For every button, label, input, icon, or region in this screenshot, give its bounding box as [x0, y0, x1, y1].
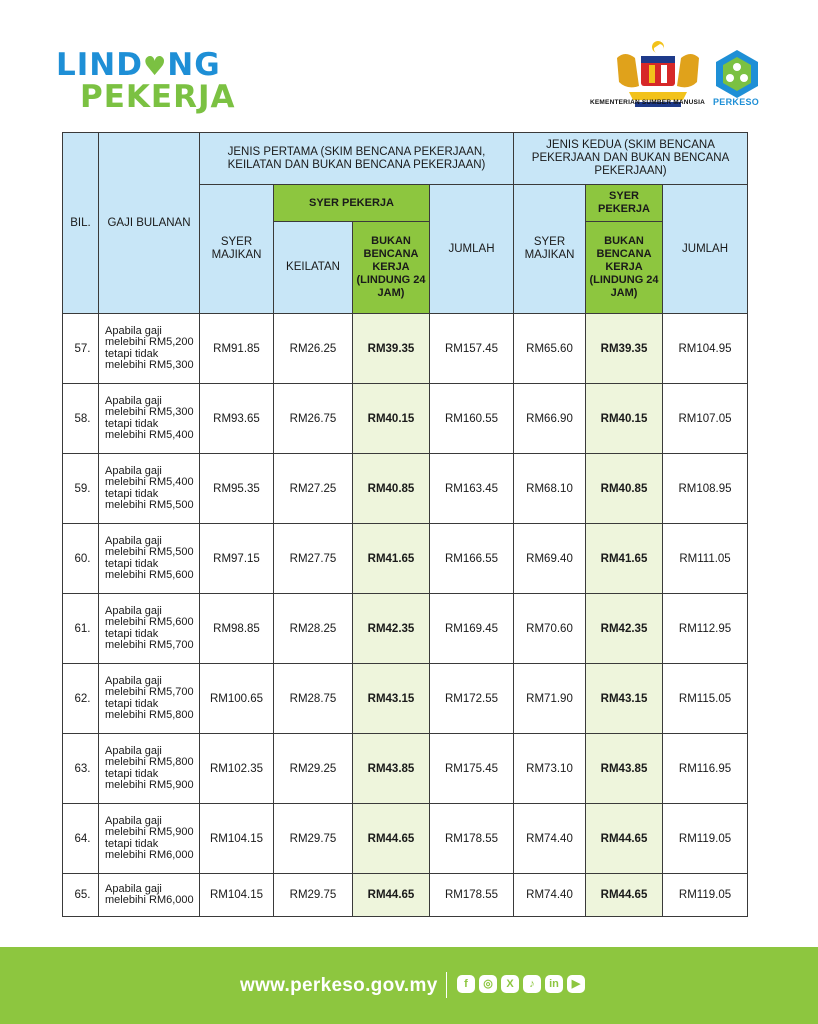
cell-j1-keilatan: RM27.25	[274, 454, 353, 524]
cell-j1-bukan-bencana: RM39.35	[353, 314, 430, 384]
cell-j2-bukan-bencana: RM44.65	[586, 874, 663, 917]
cell-j2-syer-majikan: RM74.40	[514, 874, 586, 917]
linkedin-icon[interactable]: in	[545, 975, 563, 993]
cell-bil: 59.	[63, 454, 99, 524]
cell-gaji-bulanan: Apabila gaji melebihi RM5,300 tetapi tidak melebihi RM5,400	[99, 384, 200, 454]
cell-gaji-bulanan: Apabila gaji melebihi RM6,000	[99, 874, 200, 917]
contribution-rate-table	[62, 132, 748, 917]
table-row	[63, 874, 748, 917]
cell-gaji-bulanan: Apabila gaji melebihi RM5,500 tetapi tidak melebihi RM5,600	[99, 524, 200, 594]
x-icon[interactable]: X	[501, 975, 519, 993]
cell-bil: 64.	[63, 804, 99, 874]
logo-line-lindung: LIND♥NG	[56, 47, 221, 83]
cell-j1-bukan-bencana: RM41.65	[353, 524, 430, 594]
header-j1-syer-majikan: SYER MAJIKAN	[200, 185, 274, 314]
cell-gaji-bulanan: Apabila gaji melebihi RM5,600 tetapi tidak melebihi RM5,700	[99, 594, 200, 664]
cell-bil: 60.	[63, 524, 99, 594]
cell-gaji-bulanan: Apabila gaji melebihi RM5,400 tetapi tidak melebihi RM5,500	[99, 454, 200, 524]
cell-j1-keilatan: RM28.75	[274, 664, 353, 734]
cell-j1-syer-majikan: RM104.15	[200, 874, 274, 917]
cell-j1-syer-majikan: RM91.85	[200, 314, 274, 384]
cell-j1-bukan-bencana: RM43.85	[353, 734, 430, 804]
cell-j1-syer-majikan: RM97.15	[200, 524, 274, 594]
cell-gaji-bulanan: Apabila gaji melebihi RM5,200 tetapi tidak melebihi RM5,300	[99, 314, 200, 384]
cell-gaji-bulanan: Apabila gaji melebihi RM5,800 tetapi tidak melebihi RM5,900	[99, 734, 200, 804]
cell-j2-syer-majikan: RM70.60	[514, 594, 586, 664]
cell-j2-bukan-bencana: RM39.35	[586, 314, 663, 384]
cell-j2-jumlah: RM107.05	[663, 384, 748, 454]
youtube-icon[interactable]: ▶	[567, 975, 585, 993]
cell-j2-jumlah: RM115.05	[663, 664, 748, 734]
logo-line-pekerja: PEKERJA	[80, 79, 236, 115]
cell-j1-keilatan: RM28.25	[274, 594, 353, 664]
cell-gaji-bulanan: Apabila gaji melebihi RM5,900 tetapi tidak melebihi RM6,000	[99, 804, 200, 874]
cell-j1-syer-majikan: RM93.65	[200, 384, 274, 454]
header-j1-syer-pekerja: SYER PEKERJA	[274, 185, 430, 222]
cell-j2-jumlah: RM111.05	[663, 524, 748, 594]
cell-j2-jumlah: RM112.95	[663, 594, 748, 664]
cell-j1-jumlah: RM160.55	[430, 384, 514, 454]
cell-bil: 65.	[63, 874, 99, 917]
cell-j1-keilatan: RM27.75	[274, 524, 353, 594]
footer-bar	[0, 947, 818, 1024]
table-row	[63, 734, 748, 804]
cell-gaji-bulanan: Apabila gaji melebihi RM5,700 tetapi tidak melebihi RM5,800	[99, 664, 200, 734]
cell-j2-jumlah: RM116.95	[663, 734, 748, 804]
cell-j1-jumlah: RM178.55	[430, 874, 514, 917]
cell-j2-bukan-bencana: RM40.15	[586, 384, 663, 454]
cell-bil: 61.	[63, 594, 99, 664]
cell-j1-jumlah: RM172.55	[430, 664, 514, 734]
cell-j2-bukan-bencana: RM43.15	[586, 664, 663, 734]
social-icons	[457, 975, 585, 993]
cell-j2-syer-majikan: RM73.10	[514, 734, 586, 804]
cell-j1-syer-majikan: RM95.35	[200, 454, 274, 524]
table-row	[63, 594, 748, 664]
website-link[interactable]: www.perkeso.gov.my	[240, 975, 438, 996]
cell-j2-bukan-bencana: RM44.65	[586, 804, 663, 874]
cell-j2-syer-majikan: RM71.90	[514, 664, 586, 734]
header-j1-jumlah: JUMLAH	[430, 185, 514, 314]
table-row	[63, 454, 748, 524]
cell-j1-jumlah: RM178.55	[430, 804, 514, 874]
table-row	[63, 314, 748, 384]
cell-j1-bukan-bencana: RM40.15	[353, 384, 430, 454]
header-j1-keilatan: KEILATAN	[274, 222, 353, 314]
cell-j2-syer-majikan: RM65.60	[514, 314, 586, 384]
table-row	[63, 664, 748, 734]
cell-j2-bukan-bencana: RM40.85	[586, 454, 663, 524]
cell-j2-bukan-bencana: RM41.65	[586, 524, 663, 594]
facebook-icon[interactable]: f	[457, 975, 475, 993]
cell-j1-jumlah: RM163.45	[430, 454, 514, 524]
cell-j1-keilatan: RM29.25	[274, 734, 353, 804]
cell-j2-syer-majikan: RM66.90	[514, 384, 586, 454]
header-j2-jumlah: JUMLAH	[663, 185, 748, 314]
cell-bil: 63.	[63, 734, 99, 804]
cell-j1-keilatan: RM26.25	[274, 314, 353, 384]
cell-j1-bukan-bencana: RM42.35	[353, 594, 430, 664]
table-row	[63, 804, 748, 874]
cell-j2-bukan-bencana: RM43.85	[586, 734, 663, 804]
cell-bil: 57.	[63, 314, 99, 384]
cell-j1-keilatan: RM29.75	[274, 874, 353, 917]
header-j2-syer-pekerja: SYER PEKERJA	[586, 185, 663, 222]
cell-j1-bukan-bencana: RM40.85	[353, 454, 430, 524]
cell-j2-jumlah: RM119.05	[663, 804, 748, 874]
cell-j1-keilatan: RM26.75	[274, 384, 353, 454]
cell-j2-jumlah: RM108.95	[663, 454, 748, 524]
header-j2-bukan-bencana: BUKAN BENCANA KERJA (LINDUNG 24 JAM)	[586, 222, 663, 314]
tiktok-icon[interactable]: ♪	[523, 975, 541, 993]
header-jenis-kedua: JENIS KEDUA (SKIM BENCANA PEKERJAAN DAN BUKAN BENCANA PEKERJAAN)	[514, 133, 748, 185]
cell-bil: 58.	[63, 384, 99, 454]
header-jenis-pertama: JENIS PERTAMA (SKIM BENCANA PEKERJAAN, KEILATAN DAN BUKAN BENCANA PEKERJAAN)	[200, 133, 514, 185]
cell-j1-syer-majikan: RM100.65	[200, 664, 274, 734]
header-j2-syer-majikan: SYER MAJIKAN	[514, 185, 586, 314]
cell-j1-jumlah: RM175.45	[430, 734, 514, 804]
cell-j1-jumlah: RM157.45	[430, 314, 514, 384]
ministry-label: KEMENTERIAN SUMBER MANUSIA	[590, 99, 705, 106]
cell-j2-syer-majikan: RM74.40	[514, 804, 586, 874]
table-row	[63, 384, 748, 454]
cell-j2-syer-majikan: RM68.10	[514, 454, 586, 524]
cell-j1-keilatan: RM29.75	[274, 804, 353, 874]
header-bil: BIL.	[63, 133, 99, 314]
cell-j2-jumlah: RM104.95	[663, 314, 748, 384]
instagram-icon[interactable]: ◎	[479, 975, 497, 993]
header-j1-bukan-bencana: BUKAN BENCANA KERJA (LINDUNG 24 JAM)	[353, 222, 430, 314]
perkeso-label: PERKESO	[713, 97, 760, 107]
cell-j1-syer-majikan: RM102.35	[200, 734, 274, 804]
table-row	[63, 524, 748, 594]
heart-icon: ♥	[142, 52, 168, 82]
cell-j1-syer-majikan: RM98.85	[200, 594, 274, 664]
cell-j2-jumlah: RM119.05	[663, 874, 748, 917]
cell-j2-bukan-bencana: RM42.35	[586, 594, 663, 664]
cell-bil: 62.	[63, 664, 99, 734]
cell-j1-bukan-bencana: RM44.65	[353, 874, 430, 917]
lindung-pekerja-logo	[56, 47, 236, 115]
footer-divider	[446, 972, 447, 998]
cell-j1-syer-majikan: RM104.15	[200, 804, 274, 874]
cell-j1-jumlah: RM169.45	[430, 594, 514, 664]
cell-j1-jumlah: RM166.55	[430, 524, 514, 594]
cell-j1-bukan-bencana: RM43.15	[353, 664, 430, 734]
cell-j2-syer-majikan: RM69.40	[514, 524, 586, 594]
header-gaji-bulanan: GAJI BULANAN	[99, 133, 200, 314]
cell-j1-bukan-bencana: RM44.65	[353, 804, 430, 874]
